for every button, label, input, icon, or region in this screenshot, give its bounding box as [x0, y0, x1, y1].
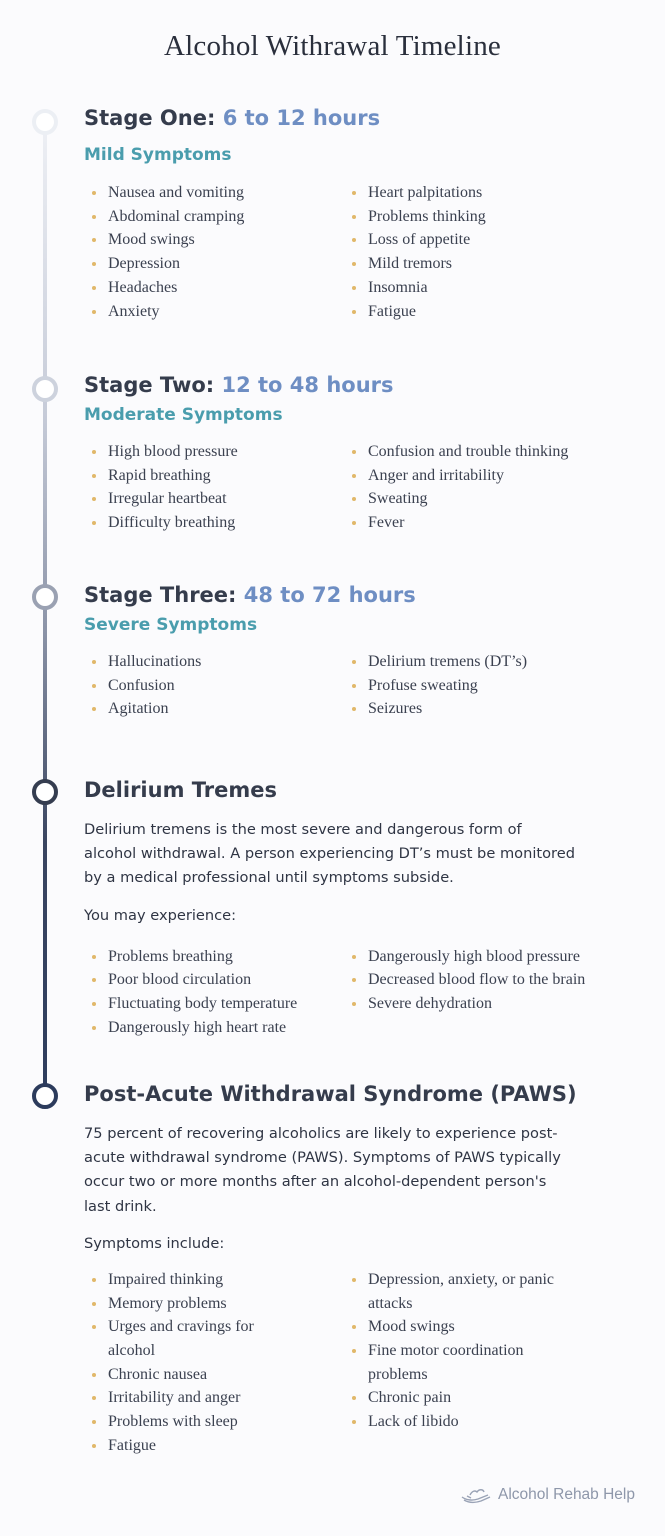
list-item: Hallucinations [88, 650, 201, 674]
stage-three-list-left [88, 650, 201, 721]
list-item: Fatigue [88, 1434, 254, 1458]
list-item: Abdominal cramping [88, 205, 244, 229]
delirium-list-right [348, 945, 585, 1016]
timeline-dot-stage-two [32, 376, 58, 402]
list-item: Severe dehydration [348, 992, 585, 1016]
list-item: Mood swings [88, 228, 244, 252]
list-item: Irregular heartbeat [88, 487, 238, 511]
list-item: Heart palpitations [348, 181, 486, 205]
list-item: Chronic nausea [88, 1363, 254, 1387]
list-item: Profuse sweating [348, 674, 527, 698]
list-item: Irritability and anger [88, 1386, 254, 1410]
list-item: Mild tremors [348, 252, 486, 276]
timeline-dot-delirium [32, 779, 58, 805]
list-item: Fatigue [348, 300, 486, 324]
delirium-heading: Delirium Tremes [84, 778, 278, 802]
list-item: attacks [368, 1294, 413, 1312]
paws-line-3: occur two or more months after an alcohol-dependent person's [84, 1173, 547, 1191]
list-item: Fine motor coordination [348, 1339, 554, 1363]
list-item: Fluctuating body temperature [88, 992, 297, 1016]
list-item: Confusion and trouble thinking [348, 440, 568, 464]
delirium-line-1: Delirium tremens is the most severe and dangerous form of [84, 821, 522, 838]
list-item: Nausea and vomiting [88, 181, 244, 205]
list-item: Problems with sleep [88, 1410, 254, 1434]
timeline-dot-paws [32, 1083, 58, 1109]
list-item: Difficulty breathing [88, 511, 238, 535]
list-item: Insomnia [348, 276, 486, 300]
paws-line-1: 75 percent of recovering alcoholics are likely to experience post- [84, 1125, 558, 1142]
list-item: Depression [88, 252, 244, 276]
list-item: Memory problems [88, 1292, 254, 1316]
list-item: Seizures [348, 697, 527, 721]
delirium-section [84, 775, 644, 1045]
stage-two-section [84, 370, 644, 540]
stage-three-heading [84, 580, 644, 610]
stage-one-hours: 6 to 12 hours [222, 106, 381, 130]
delirium-list-left [88, 945, 297, 1040]
stage-two-list-right [348, 440, 568, 535]
timeline-dot-stage-three [32, 584, 58, 610]
list-item: Delirium tremens (DT’s) [348, 650, 527, 674]
page-title: Alcohol Withrawal Timeline [164, 30, 501, 62]
list-item: Rapid breathing [88, 464, 238, 488]
list-item: Urges and cravings for [88, 1315, 254, 1339]
stage-two-label: Stage Two: [84, 373, 215, 397]
delirium-line-3: by a medical professional until symptoms subside. [84, 869, 454, 887]
list-item: Chronic pain [348, 1386, 554, 1410]
stage-one-label: Stage One: [84, 106, 216, 130]
stage-three-label: Stage Three: [84, 583, 237, 607]
list-item: problems [368, 1365, 428, 1383]
paws-paragraph [84, 1122, 644, 1219]
paws-line-2: acute withdrawal syndrome (PAWS). Symptoms of PAWS typically [84, 1149, 561, 1167]
stage-three-severity: Severe Symptoms [84, 615, 258, 635]
list-item: Problems breathing [88, 945, 297, 969]
paws-section [84, 1079, 644, 1468]
stage-two-heading [84, 370, 644, 400]
list-item: Loss of appetite [348, 228, 486, 252]
list-item: Dangerously high heart rate [88, 1016, 297, 1040]
list-item: Problems thinking [348, 205, 486, 229]
stage-two-severity: Moderate Symptoms [84, 405, 283, 425]
list-item: Anxiety [88, 300, 244, 324]
list-item: Impaired thinking [88, 1268, 254, 1292]
list-item: Decreased blood flow to the brain [348, 968, 585, 992]
stage-two-hours: 12 to 48 hours [221, 373, 394, 397]
paws-list-left [88, 1268, 254, 1458]
list-item: Fever [348, 511, 568, 535]
stage-one-list-right [348, 181, 486, 323]
stage-three-list-right [348, 650, 527, 721]
list-item: High blood pressure [88, 440, 238, 464]
list-item: Depression, anxiety, or panic [348, 1268, 554, 1292]
paws-heading: Post-Acute Withdrawal Syndrome (PAWS) [84, 1082, 577, 1106]
list-item: Lack of libido [348, 1410, 554, 1434]
stage-one-section [84, 103, 644, 331]
list-item: Mood swings [348, 1315, 554, 1339]
stage-three-section [84, 580, 644, 730]
list-item: Poor blood circulation [88, 968, 297, 992]
brand-logo [460, 1486, 635, 1504]
list-item: Confusion [88, 674, 201, 698]
stage-two-list-left [88, 440, 238, 535]
brand-name: Alcohol Rehab Help [497, 1486, 635, 1503]
delirium-lead: You may experience: [84, 906, 237, 924]
paws-list-right [348, 1268, 554, 1434]
paws-line-4: last drink. [84, 1197, 157, 1215]
list-item: alcohol [108, 1341, 156, 1359]
stage-one-list-left [88, 181, 244, 323]
timeline-dot-stage-one [32, 109, 58, 135]
paws-lead: Symptoms include: [84, 1234, 225, 1252]
stage-three-hours: 48 to 72 hours [243, 583, 416, 607]
list-item: Anger and irritability [348, 464, 568, 488]
delirium-line-2: alcohol withdrawal. A person experiencing DT’s must be monitored [84, 845, 575, 863]
list-item: Sweating [348, 487, 568, 511]
delirium-paragraph [84, 818, 644, 891]
list-item: Headaches [88, 276, 244, 300]
list-item: Agitation [88, 697, 201, 721]
stage-one-heading [84, 103, 644, 133]
stage-one-severity: Mild Symptoms [84, 145, 232, 165]
list-item: Dangerously high blood pressure [348, 945, 585, 969]
hands-icon [460, 1486, 492, 1504]
